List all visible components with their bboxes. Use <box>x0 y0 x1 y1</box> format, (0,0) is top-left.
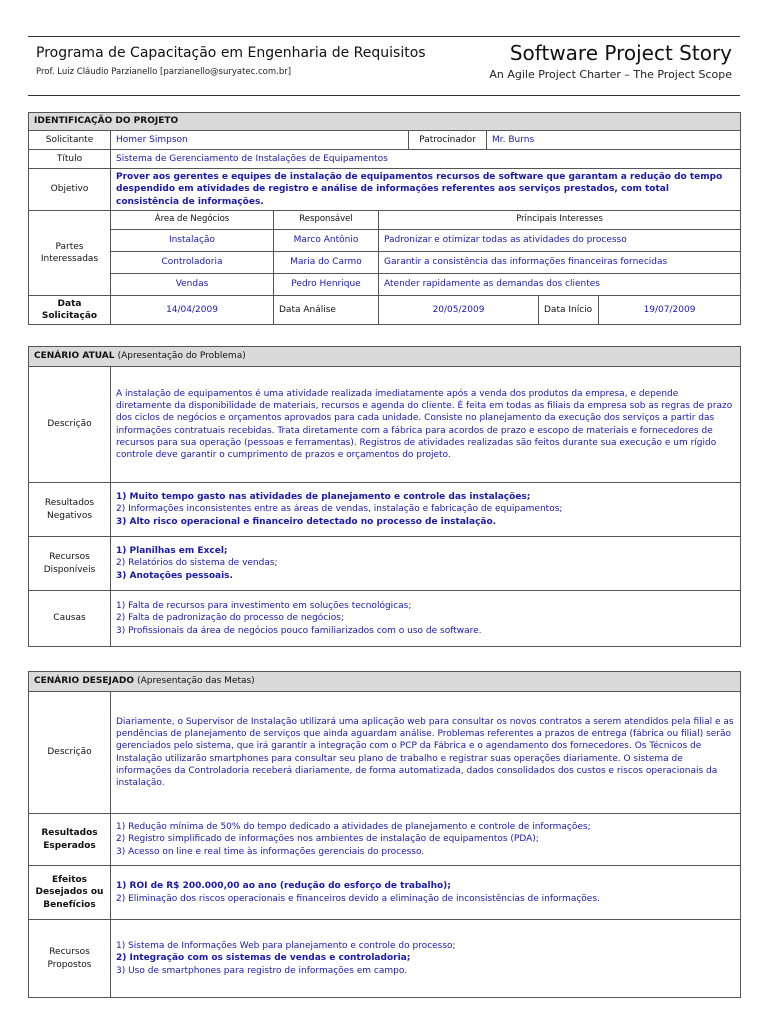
recursos-propostos-list <box>111 920 741 998</box>
partes-header-responsavel: Responsável <box>274 211 379 230</box>
partes-header-area: Área de Negócios <box>111 211 274 230</box>
data-inicio-label: Data Início <box>539 296 599 325</box>
list-item: 3) Alto risco operacional e financeiro detectado no processo de instalação. <box>116 516 497 527</box>
table-row <box>29 274 741 296</box>
document-header <box>28 36 740 96</box>
partes-area: Controladoria <box>111 252 274 274</box>
list-item: 1) Redução mínima de 50% do tempo dedicado a atividades de planejamento e controle de informações; <box>116 822 591 833</box>
table-row <box>29 252 741 274</box>
list-item: 1) ROI de R$ 200.000,00 ao ano (redução do esforço de trabalho); <box>116 881 451 892</box>
desired-scenario-table <box>28 671 741 998</box>
professor-line: Prof. Luiz Cláudio Parzianello [parzianello@suryatec.com.br] <box>36 67 292 77</box>
partes-label: Partes Interessadas <box>29 211 111 296</box>
data-solicitacao-label: Data Solicitação <box>29 296 111 325</box>
table-row <box>29 230 741 252</box>
section-title: CENÁRIO DESEJADO (Apresentação das Metas) <box>29 672 741 692</box>
efeitos-list <box>111 866 741 920</box>
patrocinador-label: Patrocinador <box>409 131 487 150</box>
causas-label: Causas <box>29 591 111 647</box>
descricao-value: Diariamente, o Supervisor de Instalação utilizará uma aplicação web para consultar os novos contratos a serem atendidos pela filial e as pendências de planejamento de serviços que ainda aguardam análise. Problemas referentes a prazos de entrega (fábrica ou filial) serão gerenciados pelo sistema, que irá garantir a integração com o PCP da Fábrica e o agendamento dos fornecedores. Os Técnicos de Instalação utilizarão smartphones para consultar seu plano de trabalho e registrar suas operações diariamente. O sistema de informações da Controladoria receberá diariamente, de forma automatizada, dados consolidados dos custos e riscos operacionais da instalação. <box>111 692 741 814</box>
recursos-disponiveis-label: Recursos Disponíveis <box>29 537 111 591</box>
recursos-disponiveis-list <box>111 537 741 591</box>
patrocinador-value: Mr. Burns <box>487 131 741 150</box>
list-item: 2) Integração com os sistemas de vendas e controladoria; <box>116 953 411 964</box>
descricao-value: A instalação de equipamentos é uma atividade realizada imediatamente após a venda dos produtos da empresa, e depende diretamente da disponibilidade de materiais, recursos e agenda do cliente. É feita em todas as filiais da empresa sob as regras de prazo dos ciclos de negócios e orçamentos aprovados para cada unidade. Consiste no planejamento da execução dos serviços a partir das informações contratuais recebidas. Trata diretamente com a fábrica para acordos de prazo e escopo de materiais e fornecedores de recursos para sua operação (pessoas e ferramentas). Registros de atividades realizadas são feitos durante sua execução e um rígido controle deve garantir o cumprimento de prazos e orçamentos do projeto. <box>111 367 741 483</box>
resultados-esperados-label: Resultados Esperados <box>29 814 111 866</box>
list-item: 2) Falta de padronização do processo de negócios; <box>116 613 344 624</box>
resultados-esperados-list <box>111 814 741 866</box>
partes-responsavel: Marco Antônio <box>274 230 379 252</box>
section-title: CENÁRIO ATUAL (Apresentação do Problema) <box>29 347 741 367</box>
objetivo-label: Objetivo <box>29 169 111 211</box>
recursos-propostos-label: Recursos Propostos <box>29 920 111 998</box>
list-item: 1) Sistema de Informações Web para planejamento e controle do processo; <box>116 941 456 952</box>
partes-interesse: Garantir a consistência das informações financeiras fornecidas <box>379 252 741 274</box>
descricao-label: Descrição <box>29 692 111 814</box>
data-solicitacao-value: 14/04/2009 <box>111 296 274 325</box>
data-inicio-value: 19/07/2009 <box>599 296 741 325</box>
partes-responsavel: Pedro Henrique <box>274 274 379 296</box>
list-item: 3) Uso de smartphones para registro de informações em campo. <box>116 965 408 976</box>
data-analise-label: Data Análise <box>274 296 379 325</box>
list-item: 2) Eliminação dos riscos operacionais e financeiros devido a eliminação de inconsistências de informações. <box>116 893 600 904</box>
partes-header-interesses: Principais Interesses <box>379 211 741 230</box>
list-item: 1) Muito tempo gasto nas atividades de planejamento e controle das instalações; <box>116 492 531 503</box>
program-title: Programa de Capacitação em Engenharia de Requisitos <box>36 45 426 61</box>
partes-area: Vendas <box>111 274 274 296</box>
titulo-label: Título <box>29 150 111 169</box>
partes-area: Instalação <box>111 230 274 252</box>
document-subtitle: An Agile Project Charter – The Project Scope <box>489 68 732 81</box>
titulo-value: Sistema de Gerenciamento de Instalações de Equipamentos <box>111 150 741 169</box>
solicitante-value: Homer Simpson <box>111 131 409 150</box>
list-item: 2) Relatórios do sistema de vendas; <box>116 558 278 569</box>
solicitante-label: Solicitante <box>29 131 111 150</box>
causas-list <box>111 591 741 647</box>
list-item: 1) Planilhas em Excel; <box>116 546 228 557</box>
list-item: 1) Falta de recursos para investimento em soluções tecnológicas; <box>116 601 412 612</box>
resultados-negativos-label: Resultados Negativos <box>29 483 111 537</box>
list-item: 3) Acesso on line e real time às informações gerenciais do processo. <box>116 846 425 857</box>
list-item: 2) Registro simplificado de informações nos ambientes de instalação de equipamentos (PDA); <box>116 834 539 845</box>
project-identification-table <box>28 112 741 325</box>
data-analise-value: 20/05/2009 <box>379 296 539 325</box>
objetivo-value: Prover aos gerentes e equipes de instalação de equipamentos recursos de software que garantam a redução do tempo despendido em atividades de registro e análise de informações referentes aos serviços prestados, com total consistência de informações. <box>111 169 741 211</box>
partes-interesse: Padronizar e otimizar todas as atividades do processo <box>379 230 741 252</box>
partes-responsavel: Maria do Carmo <box>274 252 379 274</box>
document-title: Software Project Story <box>509 41 732 65</box>
current-scenario-table <box>28 346 741 647</box>
efeitos-label: Efeitos Desejados ou Benefícios <box>29 866 111 920</box>
partes-interesse: Atender rapidamente as demandas dos clientes <box>379 274 741 296</box>
list-item: 3) Anotações pessoais. <box>116 570 233 581</box>
section-title: IDENTIFICAÇÃO DO PROJETO <box>29 113 741 131</box>
descricao-label: Descrição <box>29 367 111 483</box>
list-item: 3) Profissionais da área de negócios pouco familiarizados com o uso de software. <box>116 625 482 636</box>
list-item: 2) Informações inconsistentes entre as áreas de vendas, instalação e fabricação de equipamentos; <box>116 504 563 515</box>
resultados-negativos-list <box>111 483 741 537</box>
